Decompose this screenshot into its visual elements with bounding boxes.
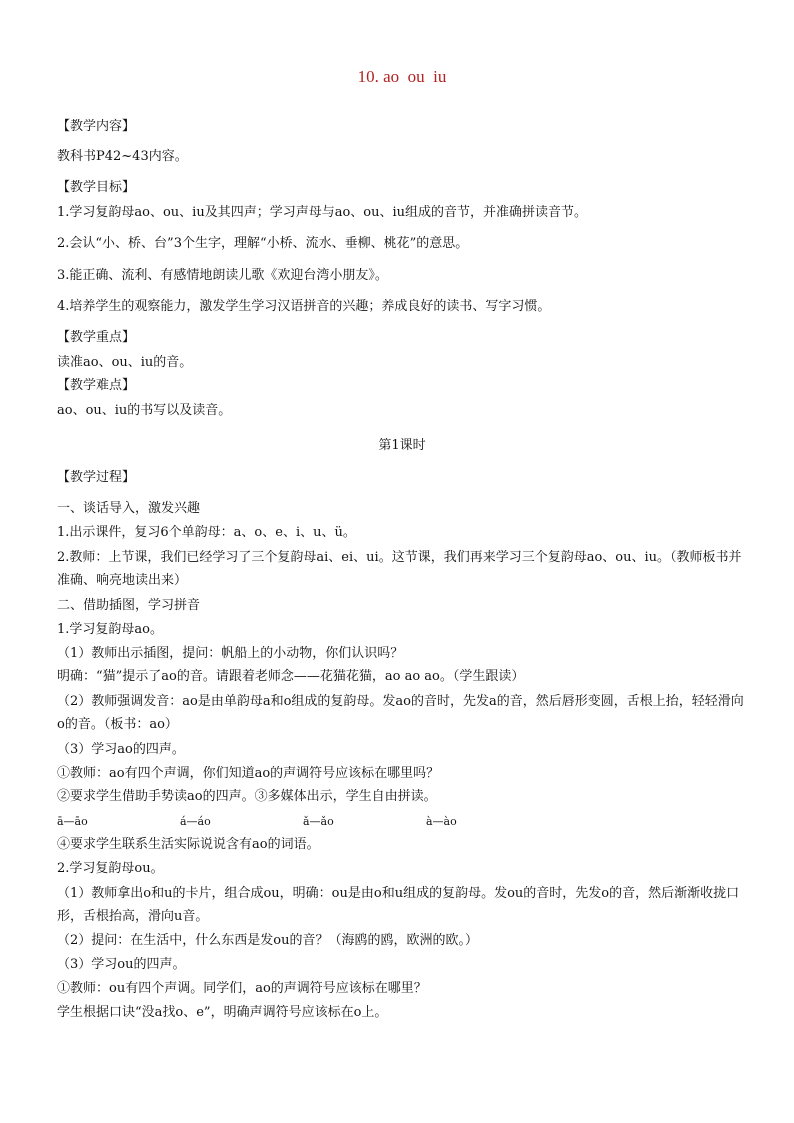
paragraph: （3）学习ou的四声。 [57, 957, 186, 972]
paragraph: （3）学习ao的四声。 [57, 742, 185, 757]
paragraph: 教科书P42~43内容。 [57, 149, 188, 164]
paragraph: ①教师：ou有四个声调。同学们，ao的声调符号应该标在哪里？ [57, 981, 427, 996]
paragraph: （1）教师出示插图，提问：帆船上的小动物，你们认识吗？ [57, 646, 404, 661]
heading-teaching-process: 【教学过程】 [57, 470, 136, 485]
section-heading: 一、谈话导入，激发兴趣 [57, 501, 201, 516]
heading-difficulties: 【教学难点】 [57, 378, 136, 393]
paragraph: （2）教师强调发音：ao是由单韵母a和o组成的复韵母。发ao的音时，先发a的音，然后唇形变圆，舌根上抬，轻轻滑向o的音。（板书：ao） [57, 694, 744, 732]
page-title: 10. ao ou iu [357, 67, 447, 86]
goal-item: 2.会认“小、桥、台”3个生字，理解“小桥、流水、垂柳、桃花”的意思。 [57, 236, 469, 251]
tone-third: ǎ—ǎo [303, 815, 334, 828]
paragraph: （1）教师拿出o和u的卡片，组合成ou，明确：ou是由o和u组成的复韵母。发ou的音时，先发o的音，然后渐渐收拢口形，舌根抬高，滑向u音。 [57, 886, 740, 924]
paragraph: ao、ou、iu的书写以及读音。 [57, 403, 232, 418]
section-heading: 二、借助插图，学习拼音 [57, 598, 201, 613]
heading-teaching-goals: 【教学目标】 [57, 180, 136, 195]
tone-first: ā—āo [57, 815, 88, 828]
paragraph: 2.学习复韵母ou。 [57, 861, 164, 876]
heading-key-points: 【教学重点】 [57, 330, 136, 345]
paragraph: 1.出示课件，复习6个单韵母：a、o、e、i、u、ü。 [57, 525, 356, 540]
paragraph: ②要求学生借助手势读ao的四声。③多媒体出示，学生自由拼读。 [57, 789, 437, 804]
paragraph: （2）提问：在生活中，什么东西是发ou的音？（海鸥的鸥，欧洲的欧。） [57, 933, 478, 948]
tone-second: á—áo [180, 815, 211, 828]
heading-teaching-content: 【教学内容】 [57, 119, 136, 134]
goal-item: 1.学习复韵母ao、ou、iu及其四声；学习声母与ao、ou、iu组成的音节，并准确拼读音节。 [57, 205, 588, 220]
lesson-heading: 第1课时 [378, 438, 426, 453]
goal-item: 3.能正确、流利、有感情地朗读儿歌《欢迎台湾小朋友》。 [57, 268, 388, 283]
paragraph: ①教师：ao有四个声调，你们知道ao的声调符号应该标在哪里吗？ [57, 766, 440, 781]
paragraph: 2.教师：上节课，我们已经学习了三个复韵母ai、ei、ui。这节课，我们再来学习三个复韵母ao、ou、iu。（教师板书并准确、响亮地读出来） [57, 550, 742, 588]
paragraph: 明确：“猫”提示了ao的音。请跟着老师念——花猫花猫，ao ao ao。（学生跟读） [57, 669, 525, 684]
paragraph: 读准ao、ou、iu的音。 [57, 355, 193, 370]
paragraph: ④要求学生联系生活实际说说含有ao的词语。 [57, 837, 320, 852]
paragraph: 学生根据口诀“没a找o、e”，明确声调符号应该标在o上。 [57, 1005, 388, 1020]
tone-fourth: à—ào [426, 815, 457, 828]
goal-item: 4.培养学生的观察能力，激发学生学习汉语拼音的兴趣；养成良好的读书、写字习惯。 [57, 299, 551, 314]
paragraph: 1.学习复韵母ao。 [57, 622, 163, 637]
